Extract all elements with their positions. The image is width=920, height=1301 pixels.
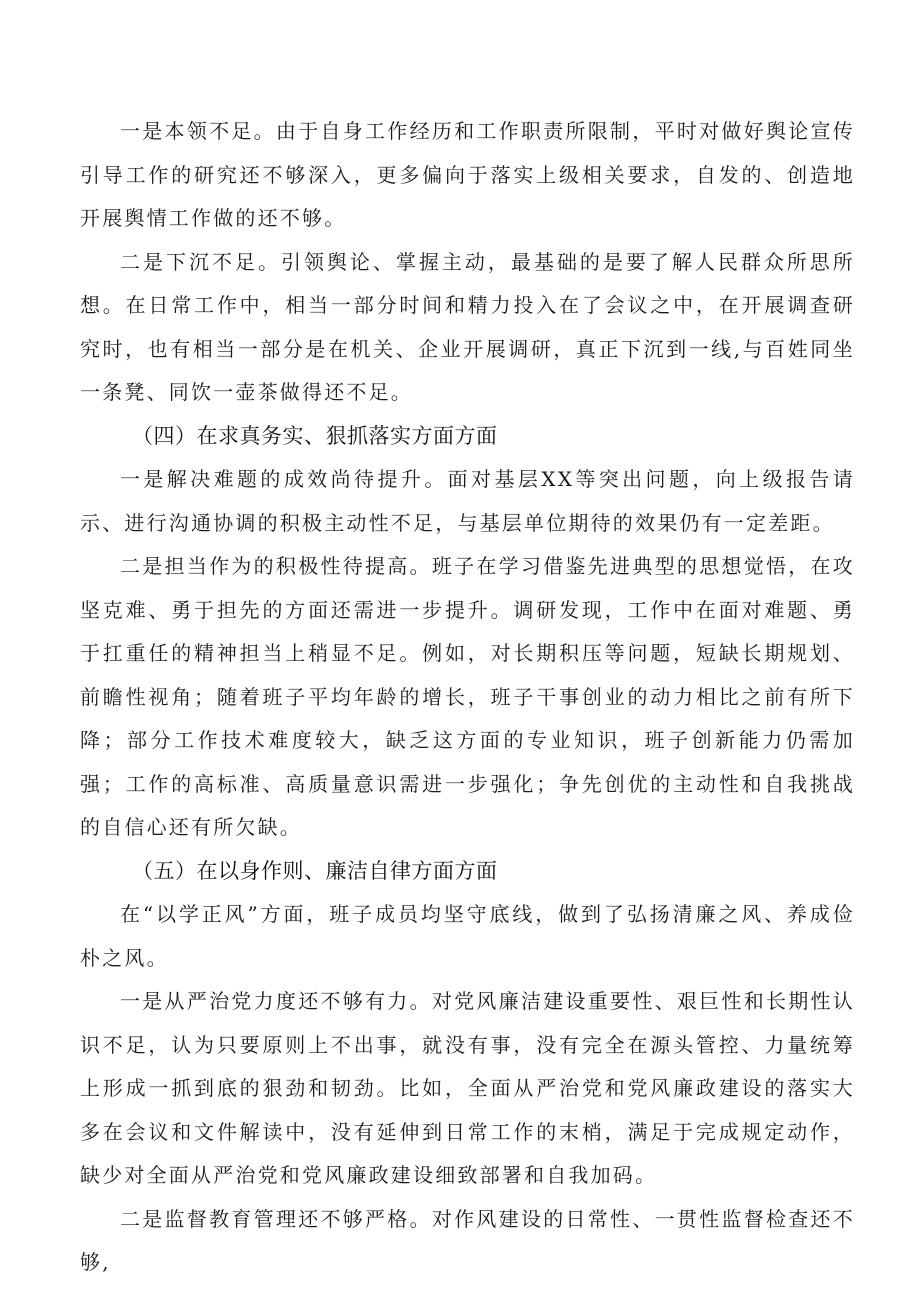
section-heading-four: （四）在求真务实、狠抓落实方面方面	[132, 423, 498, 448]
paragraph-responsibility: 二是担当作为的积极性待提高。班子在学习借鉴先进典型的思想觉悟，在攻坚克难、勇于担先的方面还需进一步提升。调研发现，工作中在面对难题、勇于扛重任的精神担当上稍显不足。例如，对长期积压等问题，短缺长期规划、前瞻性视角；随着班子平均年龄的增长，班子干事创业的动力相比之前有所下降；部分工作技术难度较大，缺乏这方面的专业知识，班子创新能力仍需加强；工作的高标准、高质量意识需进一步强化；争先创优的主动性和自我挑战的自信心还有所欠缺。	[80, 554, 855, 839]
paragraph-supervision: 二是监督教育管理还不够严格。对作风建设的日常性、一贯性监督检查还不够,	[80, 1206, 855, 1274]
section-heading-five: （五）在以身作则、廉洁自律方面方面	[132, 858, 498, 883]
paragraph-study-style: 在“以学正风”方面，班子成员均坚守底线，做到了弘扬清廉之风、养成俭朴之风。	[80, 902, 855, 970]
document-body	[80, 110, 855, 1285]
paragraph-party-discipline: 一是从严治党力度还不够有力。对党风廉洁建设重要性、艰巨性和长期性认识不足，认为只要原则上不出事，就没有事，没有完全在源头管控、力量统筹上形成一抓到底的狠劲和韧劲。比如，全面从严治党和党风廉政建设的落实大多在会议和文件解读中，没有延伸到日常工作的末梢，满足于完成规定动作，缺少对全面从严治党和党风廉政建设细致部署和自我加码。	[80, 989, 855, 1187]
paragraph-grassroots-insufficient: 二是下沉不足。引领舆论、掌握主动，最基础的是要了解人民群众所思所想。在日常工作中，相当一部分时间和精力投入在了会议之中，在开展调查研究时，也有相当一部分是在机关、企业开展调研，真正下沉到一线,与百姓同坐一条凳、同饮一壶茶做得还不足。	[80, 249, 855, 404]
paragraph-capability-insufficient: 一是本领不足。由于自身工作经历和工作职责所限制，平时对做好舆论宣传引导工作的研究还不够深入，更多偏向于落实上级相关要求，自发的、创造地开展舆情工作做的还不够。	[80, 119, 855, 230]
paragraph-problem-solving: 一是解决难题的成效尚待提升。面对基层XX等突出问题，向上级报告请示、进行沟通协调的积极主动性不足，与基层单位期待的效果仍有一定差距。	[80, 467, 855, 535]
